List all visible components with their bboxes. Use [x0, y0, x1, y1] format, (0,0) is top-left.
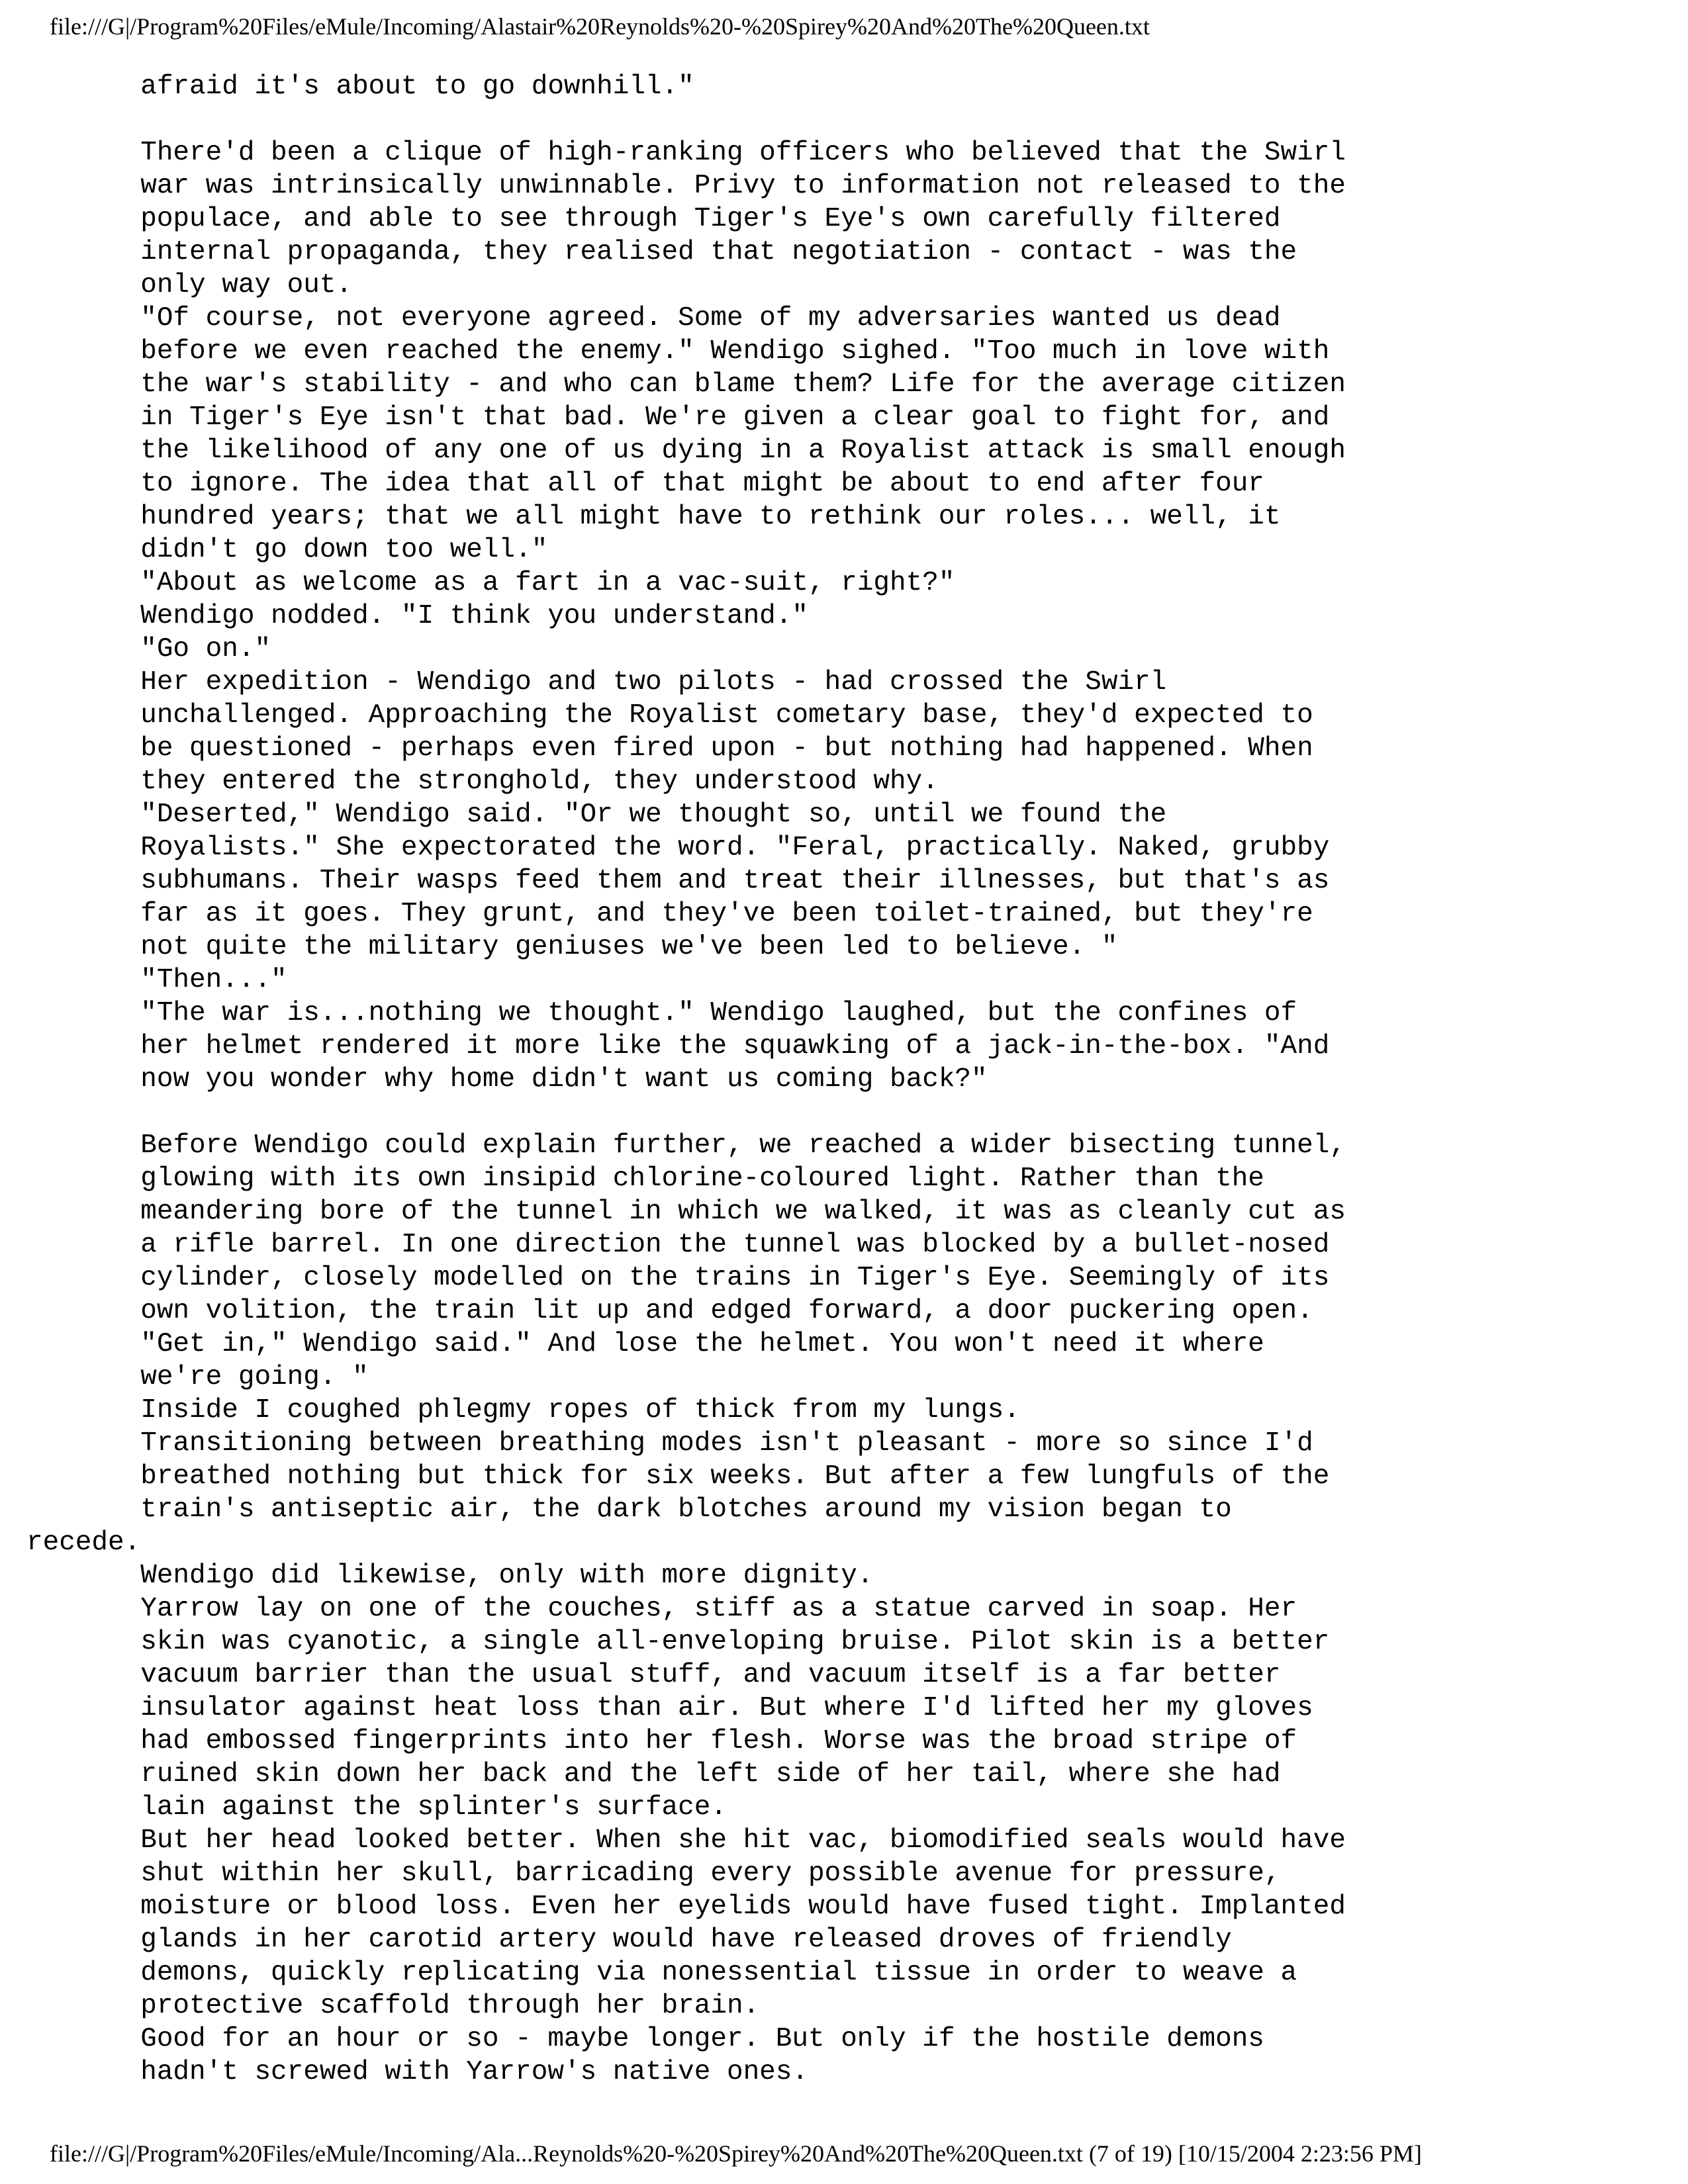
text-line: internal propaganda, they realised that negotiation - contact - was the [26, 237, 1297, 267]
text-line: recede. [26, 1527, 141, 1558]
text-line: "The war is...nothing we thought." Wendigo laughed, but the confines of [26, 998, 1297, 1028]
text-line: "Then..." [26, 965, 287, 995]
text-line: subhumans. Their wasps feed them and treat their illnesses, but that's as [26, 866, 1330, 896]
text-line: Wendigo did likewise, only with more dignity. [26, 1561, 874, 1591]
page-footer-status: file:///G|/Program%20Files/eMule/Incoming/Ala...Reynolds%20-%20Spirey%20And%20The%20Queen.txt (7 of 19) [10/15/2004 2:23:56 PM] [50, 2140, 1422, 2167]
text-line: ruined skin down her back and the left side of her tail, where she had [26, 1759, 1281, 1790]
page-header-url: file:///G|/Program%20Files/eMule/Incoming/Alastair%20Reynolds%20-%20Spirey%20And%20The%20Queen.txt [50, 13, 1150, 40]
document-body [26, 70, 1346, 2089]
text-line: be questioned - perhaps even fired upon - but nothing had happened. When [26, 733, 1313, 764]
text-line: "Deserted," Wendigo said. "Or we thought so, until we found the [26, 799, 1167, 830]
text-line: Inside I coughed phlegmy ropes of thick from my lungs. [26, 1395, 1020, 1426]
text-line: Before Wendigo could explain further, we reached a wider bisecting tunnel, [26, 1130, 1346, 1161]
text-line: in Tiger's Eye isn't that bad. We're given a clear goal to fight for, and [26, 402, 1330, 433]
text-line: afraid it's about to go downhill." [26, 71, 694, 102]
text-line: breathed nothing but thick for six weeks. But after a few lungfuls of the [26, 1461, 1330, 1492]
text-line: insulator against heat loss than air. But where I'd lifted her my gloves [26, 1693, 1313, 1723]
text-line: glands in her carotid artery would have released droves of friendly [26, 1925, 1232, 1955]
text-line: a rifle barrel. In one direction the tunnel was blocked by a bullet-nosed [26, 1230, 1330, 1260]
text-line: Royalists." She expectorated the word. "Feral, practically. Naked, grubby [26, 833, 1330, 863]
text-line: Yarrow lay on one of the couches, stiff as a statue carved in soap. Her [26, 1594, 1297, 1624]
text-line: Good for an hour or so - maybe longer. But only if the hostile demons [26, 2024, 1264, 2054]
text-line: Her expedition - Wendigo and two pilots - had crossed the Swirl [26, 667, 1167, 698]
text-line: now you wonder why home didn't want us coming back?" [26, 1064, 988, 1095]
text-line: lain against the splinter's surface. [26, 1792, 727, 1823]
text-line: meandering bore of the tunnel in which we walked, it was as cleanly cut as [26, 1197, 1346, 1227]
text-line: protective scaffold through her brain. [26, 1991, 760, 2021]
text-line: hundred years; that we all might have to rethink our roles... well, it [26, 502, 1281, 532]
text-line: not quite the military geniuses we've been led to believe. " [26, 932, 1118, 962]
text-line: "Go on." [26, 634, 271, 664]
text-line: There'd been a clique of high-ranking officers who believed that the Swirl [26, 138, 1346, 168]
text-line: far as it goes. They grunt, and they've been toilet-trained, but they're [26, 899, 1313, 929]
text-line: populace, and able to see through Tiger's Eye's own carefully filtered [26, 204, 1281, 234]
text-line: we're going. " [26, 1362, 369, 1392]
text-line: her helmet rendered it more like the squawking of a jack-in-the-box. "And [26, 1031, 1330, 1062]
text-line: "Of course, not everyone agreed. Some of my adversaries wanted us dead [26, 303, 1281, 334]
text-line: had embossed fingerprints into her flesh. Worse was the broad stripe of [26, 1726, 1297, 1756]
text-line: Wendigo nodded. "I think you understand." [26, 601, 808, 631]
text-line: hadn't screwed with Yarrow's native ones. [26, 2057, 808, 2087]
text-line: demons, quickly replicating via nonessential tissue in order to weave a [26, 1958, 1297, 1988]
text-line: moisture or blood loss. Even her eyelids would have fused tight. Implanted [26, 1891, 1346, 1922]
text-line: vacuum barrier than the usual stuff, and vacuum itself is a far better [26, 1660, 1281, 1690]
text-line: the likelihood of any one of us dying in a Royalist attack is small enough [26, 435, 1346, 466]
text-line: unchallenged. Approaching the Royalist cometary base, they'd expected to [26, 700, 1313, 731]
text-line: to ignore. The idea that all of that might be about to end after four [26, 469, 1264, 499]
text-line: "About as welcome as a fart in a vac-suit, right?" [26, 568, 955, 598]
text-line: only way out. [26, 270, 353, 300]
text-line: skin was cyanotic, a single all-enveloping bruise. Pilot skin is a better [26, 1627, 1330, 1657]
text-line: shut within her skull, barricading every possible avenue for pressure, [26, 1858, 1281, 1889]
text-line: But her head looked better. When she hit vac, biomodified seals would have [26, 1825, 1346, 1856]
text-line: cylinder, closely modelled on the trains in Tiger's Eye. Seemingly of its [26, 1263, 1330, 1293]
text-line: they entered the stronghold, they understood why. [26, 766, 939, 797]
text-line: Transitioning between breathing modes isn't pleasant - more so since I'd [26, 1428, 1313, 1459]
text-line: the war's stability - and who can blame them? Life for the average citizen [26, 369, 1346, 400]
text-line: didn't go down too well." [26, 535, 548, 565]
text-line: own volition, the train lit up and edged forward, a door puckering open. [26, 1296, 1313, 1326]
text-line: train's antiseptic air, the dark blotches around my vision began to [26, 1494, 1232, 1525]
text-line: "Get in," Wendigo said." And lose the helmet. You won't need it where [26, 1329, 1264, 1359]
text-line: before we even reached the enemy." Wendigo sighed. "Too much in love with [26, 336, 1330, 367]
text-line: war was intrinsically unwinnable. Privy to information not released to the [26, 171, 1346, 201]
text-line: glowing with its own insipid chlorine-coloured light. Rather than the [26, 1163, 1264, 1194]
